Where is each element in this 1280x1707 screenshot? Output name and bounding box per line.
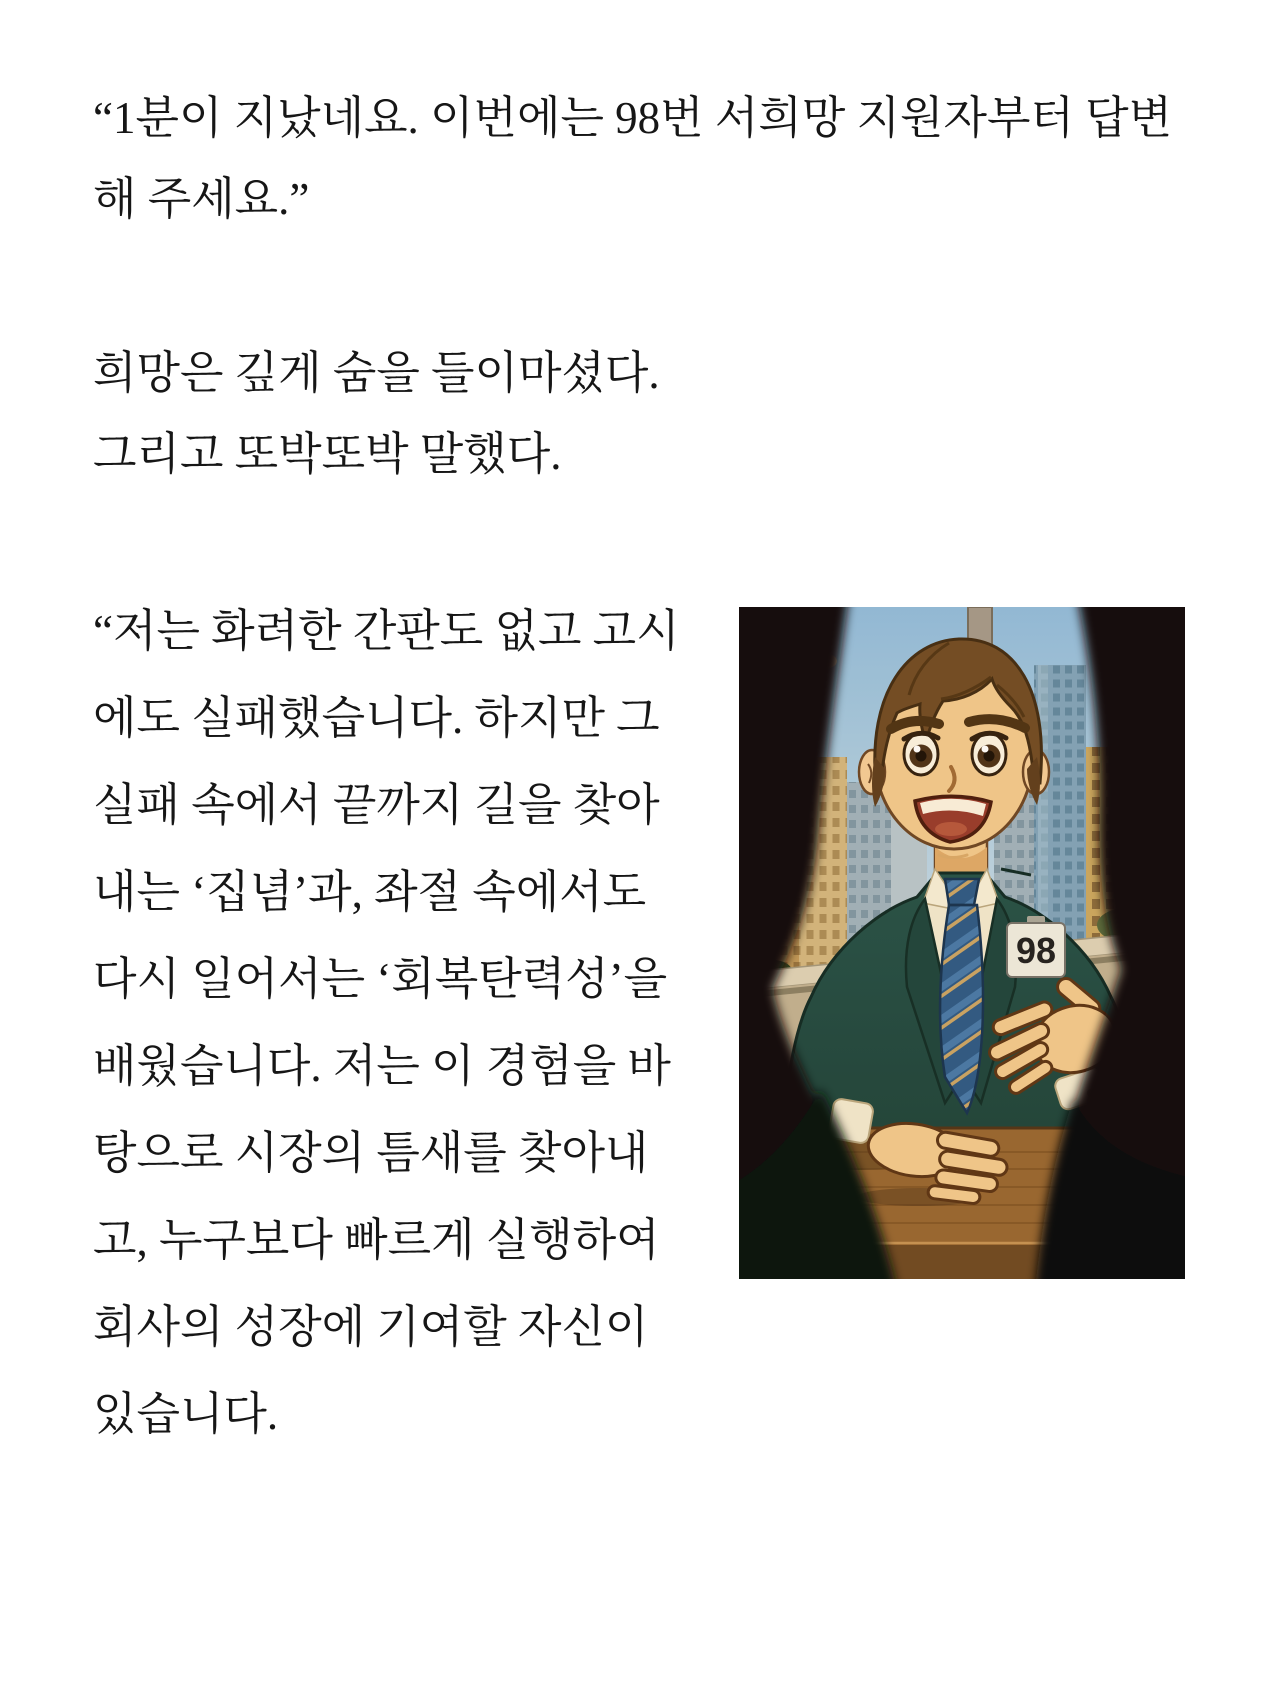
dialogue-answer-block — [93, 588, 1187, 1458]
dialogue-opening: “1분이 지났네요. 이번에는 98번 서희망 지원자부터 답변해 주세요.” — [93, 93, 1173, 224]
narration-line-1: 희망은 깊게 숨을 들이마셨다. — [93, 348, 660, 398]
interview-scene-svg — [739, 607, 1185, 1279]
interview-illustration — [739, 607, 1185, 1279]
badge-number: 98 — [1015, 930, 1057, 971]
narration-block — [93, 333, 1187, 495]
dialogue-answer: “저는 화려한 간판도 없고 고시에도 실패했습니다. 하지만 그 실패 속에서 끝까지 길을 찾아내는 ‘집념’과, 좌절 속에서도 다시 일어서는 ‘회복탄력성’을 배웠습니다. 저는 이 경험을 바탕으로 시장의 틈새를 찾아내고, 누구보다 빠르게 실행하여 회사의 성장에 기여할 자신이 있습니다. — [93, 606, 680, 1439]
narration-line-2: 그리고 또박또박 말했다. — [93, 429, 562, 479]
